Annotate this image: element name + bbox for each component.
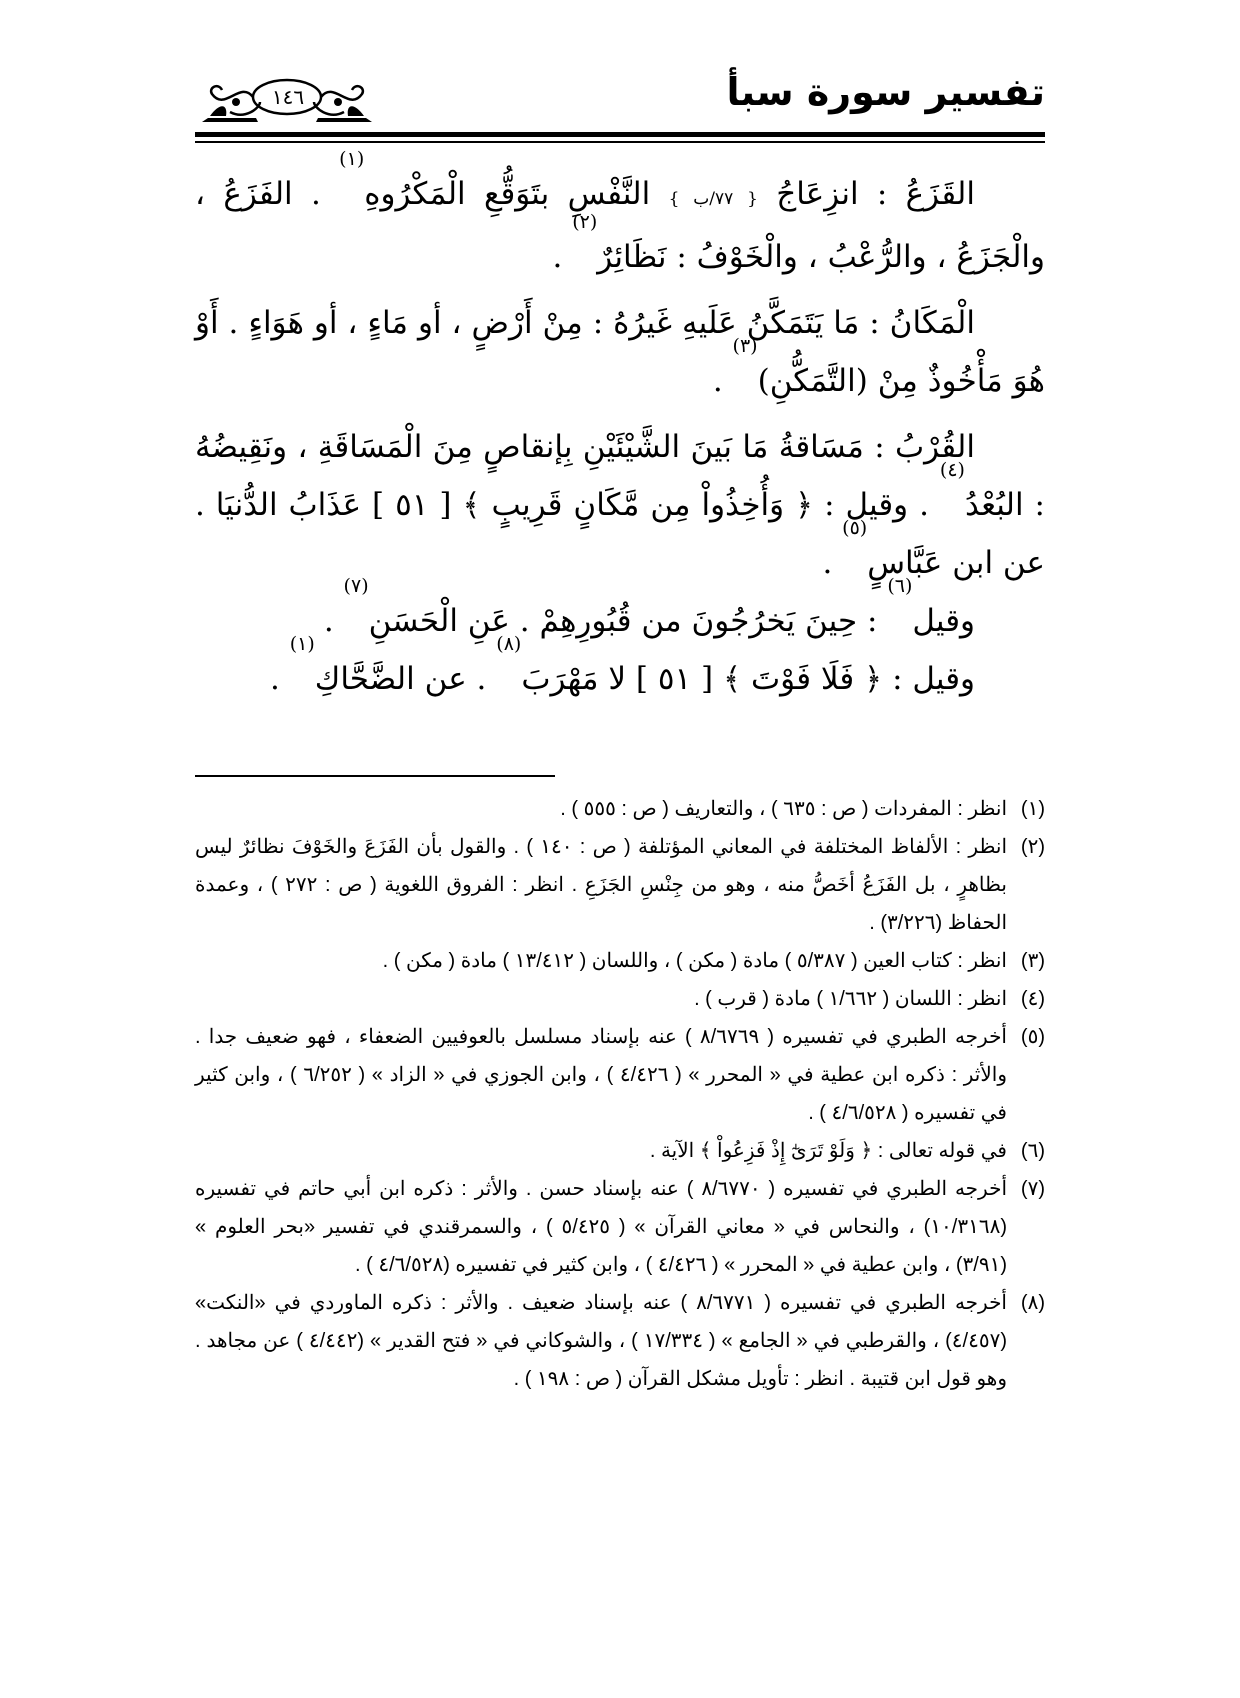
verse-number: [ ٥١ ] <box>635 661 714 697</box>
text-run: . وقيل : <box>824 487 929 523</box>
footnote-ref[interactable]: (٥) <box>842 517 868 539</box>
page-title: تفسير سورة سبأ <box>726 70 1045 114</box>
text-run: . <box>270 661 280 697</box>
footnote-ref[interactable]: (١) <box>289 633 315 655</box>
text-run: عَذَابُ الدُّنيَا . عن ابن عَبَّاسٍ <box>195 487 1045 581</box>
header-rule-thick <box>195 132 1045 137</box>
footnote-text: انظر : اللسان ( ١/٦٦٢ ) مادة ( قرب ) . <box>694 988 1007 1010</box>
footnote-ref[interactable]: (٦) <box>887 575 913 597</box>
footnote-item <box>195 790 1045 828</box>
footnote-text: أخرجه الطبري في تفسيره ( ٨/٦٧٧١ ) عنه بإسناد ضعيف . والأثر : ذكره الماوردي في «النكت» (٤/٤٥٧) ، والقرطبي في « الجامع » ( ١٧/٣٣٤ ) ، والشوكاني في « فتح القدير » (٤/٤٤٢ ) عن مجاهد . وهو قول ابن قتيبة . انظر : تأويل مشكل القرآن ( ص : ١٩٨ ) . <box>195 1292 1007 1390</box>
text-run: وقيل <box>912 603 975 639</box>
paragraph-hasan <box>195 575 1045 650</box>
footnote-text: أخرجه الطبري في تفسيره ( ٨/٦٧٧٠ ) عنه بإسناد حسن . والأثر : ذكره ابن أبي حاتم في تفسيره (١٠/٣١٦٨) ، والنحاس في « معاني القرآن » ( ٥/٤٢٥ ) ، والسمرقندي في تفسير «بحر العلوم » (٣/٩١) ، وابن عطية في « المحرر » ( ٤/٤٢٦ ) ، وابن كثير في تفسيره (٤/٦/٥٢٨ ) . <box>195 1178 1007 1276</box>
footnote-number: (٧) <box>1020 1178 1045 1200</box>
footnote-text: في قوله تعالى : ﴿ وَلَوْ تَرَىٰٓ إِذْ فَزِعُواْ ﴾ الآية . <box>649 1140 1007 1162</box>
footnote-item <box>195 1284 1045 1398</box>
footnote-number: (٥) <box>1020 1026 1045 1048</box>
footnote-number: (٨) <box>1020 1292 1045 1314</box>
footnote-item <box>195 980 1045 1018</box>
text-run: . <box>712 363 723 399</box>
footnote-ref[interactable]: (٨) <box>496 633 522 655</box>
text-run: . الفَزَعُ ، والْجَزَعُ ، والرُّعْبُ ، والْخَوْفُ : نَظَائِرٌ <box>195 176 1045 275</box>
footnote-ref[interactable]: (٣) <box>732 335 758 357</box>
footnote-item <box>195 1170 1045 1284</box>
footnote-item <box>195 1018 1045 1132</box>
footnote-item <box>195 828 1045 942</box>
footnote-item <box>195 1132 1045 1170</box>
quran-quote: ﴿ فَلَا فَوْتَ ﴾ <box>722 661 883 697</box>
footnote-separator <box>195 775 555 777</box>
footnote-ref[interactable]: (٢) <box>572 211 598 233</box>
text-run: . عن الضَّحَّاكِ <box>314 661 487 697</box>
verse-number: [ ٥١ ] <box>372 487 452 523</box>
text-run: . <box>552 239 563 275</box>
footnote-text: أخرجه الطبري في تفسيره ( ٨/٦٧٦٩ ) عنه بإسناد مسلسل بالعوفيين الضعفاء ، فهو ضعيف جدا . والأثر : ذكره ابن عطية في « المحرر » ( ٤/٤٢٦ ) ، وابن الجوزي في « الزاد » ( ٦/٢٥٢ ) ، وابن كثير في تفسيره ( ٤/٦/٥٢٨ ) . <box>195 1026 1007 1124</box>
footnote-number: (٢) <box>1020 836 1045 858</box>
footnote-ref[interactable]: (١) <box>339 148 365 170</box>
text-run: القَزَعُ : انزِعَاجُ <box>776 176 975 212</box>
text-run: لا مَهْرَبَ <box>521 661 627 697</box>
footnotes <box>195 790 1045 1398</box>
footnote-number: (٤) <box>1020 988 1045 1010</box>
text-run: النَّفْسِ بتَوَقُّعِ الْمَكْرُوهِ <box>364 176 651 212</box>
paragraph-faza <box>195 148 1045 286</box>
text-run: القُرْبُ : مَسَاقةُ مَا بَينَ الشَّيْئَيْنِ بِإنقاصٍ مِنَ الْمَسَاقَةِ ، ونَقِيضُهُ : البُعْدُ <box>195 429 1045 523</box>
folio-marker: { ٧٧/ب } <box>668 189 758 209</box>
text-run: الْمَكَانُ : مَا يَتَمَكَّنُ عَلَيهِ غَيرُهُ : مِنْ أَرْضٍ ، أو مَاءٍ ، أو هَوَاءٍ . أَوْ هُوَ مَأْخُوذٌ مِنْ (التَّمَكُّنِ) <box>195 305 1045 399</box>
text-run: وقيل : <box>892 661 975 697</box>
footnote-item <box>195 942 1045 980</box>
page-number: ١٤٦ <box>271 85 305 109</box>
header-rule-thin <box>195 141 1045 143</box>
quran-quote: ﴿ وَأُخِذُواْ مِن مَّكَانٍ قَرِيبٍ ﴾ <box>462 487 814 523</box>
footnote-number: (٦) <box>1020 1140 1045 1162</box>
text-run: . <box>822 545 833 581</box>
footnote-ref[interactable]: (٤) <box>939 459 965 481</box>
text-run: : حِينَ يَخرُجُونَ من قُبُورِهِمْ . عَنِ الْحَسَنِ <box>368 603 878 639</box>
paragraph-makan <box>195 294 1045 410</box>
footnote-number: (٣) <box>1020 950 1045 972</box>
main-text <box>195 148 1045 708</box>
footnote-number: (١) <box>1020 798 1045 820</box>
text-run: . <box>323 603 334 639</box>
footnote-text: انظر : الألفاظ المختلفة في المعاني المؤتلفة ( ص : ١٤٠ ) . والقول بأن الفَزَعَ والخَوْفَ نظائرٌ ليس بظاهرٍ ، بل الفَزَعُ أخَصُّ منه ، وهو من جِنْسِ الجَزَعِ . انظر : الفروق اللغوية ( ص : ٢٧٢ ) ، وعمدة الحفاظ (٣/٢٢٦) . <box>195 836 1008 934</box>
paragraph-dahhak <box>195 633 1045 708</box>
footnote-ref[interactable]: (٧) <box>343 575 369 597</box>
paragraph-qurb <box>195 418 1045 592</box>
footnote-text: انظر : كتاب العين ( ٥/٣٨٧ ) مادة ( مكن ) ، واللسان ( ١٣/٤١٢ ) مادة ( مكن ) . <box>382 950 1007 972</box>
footnote-text: انظر : المفردات ( ص : ٦٣٥ ) ، والتعاريف ( ص : ٥٥٥ ) . <box>560 798 1007 820</box>
